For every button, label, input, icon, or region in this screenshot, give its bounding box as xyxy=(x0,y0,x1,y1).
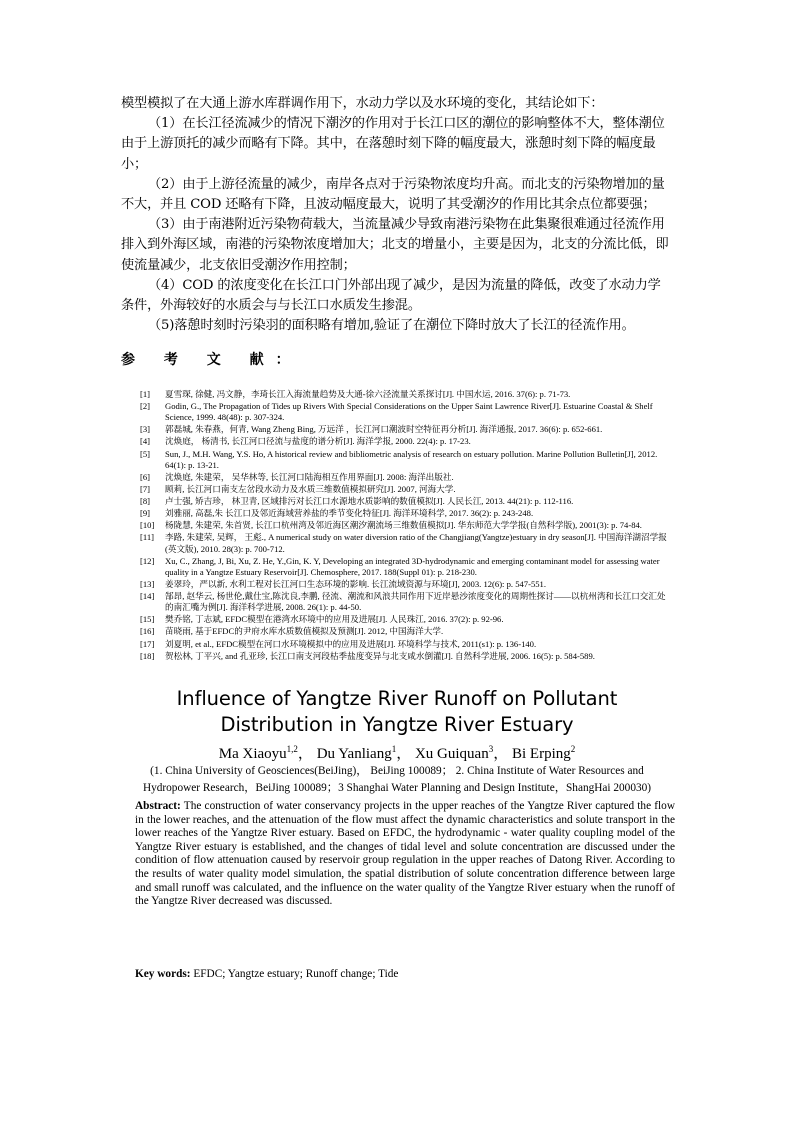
reference-number: [6] xyxy=(140,471,151,482)
reference-item xyxy=(140,401,672,423)
author-separator: ， xyxy=(493,746,509,762)
keywords-text: EFDC; Yangtze estuary; Runoff change; Tide xyxy=(190,968,399,980)
reference-number: [12] xyxy=(140,555,155,566)
reference-text: 苗晓雨, 基于EFDC的尹府水库水质数值模拟及预测[J]. 2012, 中国海洋大学. xyxy=(165,626,444,637)
reference-item xyxy=(140,556,672,578)
reference-number: [2] xyxy=(140,401,151,412)
reference-text: 郜昂, 赵华云, 杨世伦,戴仕宝,陈沈良,李鹏, 径流、潮流和风浪共同作用下近岸悬沙浓度变化的周期性探讨——以杭州湾和长江口交汇处的南汇嘴为例[J]. 海洋科学进展, 2008. 26(1): p. 44-50. xyxy=(165,591,666,613)
reference-number: [13] xyxy=(140,578,155,589)
author-name: Bi Erping xyxy=(511,746,571,762)
reference-item xyxy=(140,424,672,435)
reference-text: 顾莉, 长江河口南支左岔段水动力及水质三维数值模拟研究[J]. 2007, 河海大学. xyxy=(165,483,456,494)
abstract-label: Abstract: xyxy=(135,800,181,812)
reference-number: [16] xyxy=(140,626,155,637)
reference-number: [18] xyxy=(140,650,155,661)
references-heading: 参 考 文 献： xyxy=(121,352,302,368)
english-affiliations: (1. China University of Geosciences(BeiJing)， BeiJing 100089； 2. China Institute of Water Resources and Hydropower Research，BeiJing 100089；3 Shanghai Water Planning and Design Institute，ShangHai 200030) xyxy=(142,765,652,794)
reference-number: [3] xyxy=(140,424,151,435)
reference-number: [4] xyxy=(140,436,151,447)
reference-text: 杨陇慧, 朱建荣, 朱首贤, 长江口杭州湾及邻近海区潮汐潮流场三维数值模拟[J]. 华东师范大学学报(自然科学版), 2001(3): p. 74-84. xyxy=(165,520,642,531)
reference-number: [11] xyxy=(140,532,154,543)
conclusion-item-3: （3）由于南港附近污染物荷载大，当流量减少导致南港污染物在此集聚很难通过径流作用排入到外海区域，南港的污染物浓度增加大；北支的增量小，主要是因为，北支的分流比低，即使流量减少，北支依旧受潮汐作用控制； xyxy=(121,217,669,273)
author-affiliation-mark: 3 xyxy=(488,744,494,754)
reference-text: 沈焕庭, 朱建荣， 吴华林等, 长江河口陆海相互作用界面[J]. 2008: 海洋出版社. xyxy=(165,471,454,482)
reference-list xyxy=(140,389,672,663)
author-affiliation-mark: 1,2 xyxy=(286,744,298,754)
reference-text: 樊乔铭, 丁志斌, EFDC模型在港湾水环境中的应用及进展[J]. 人民珠江, 2016. 37(2): p. 92-96. xyxy=(165,614,504,625)
author-separator: ， xyxy=(396,746,412,762)
reference-number: [14] xyxy=(140,591,155,602)
english-title-rest: of Yangtze River Runoff on Pollutant Distribution in Yangtze River Estuary xyxy=(220,687,618,736)
reference-number: [1] xyxy=(140,389,151,399)
english-abstract xyxy=(135,800,675,909)
reference-item xyxy=(140,520,672,531)
reference-text: 贺松林, 丁平兴, and 孔亚珍, 长江口南支河段枯季盐度变异与北支咸水倒灌[J]. 自然科学进展, 2006. 16(5): p. 584-589. xyxy=(165,650,595,661)
reference-item xyxy=(140,472,672,483)
reference-text: Xu, C., Zhang, J, Bi, Xu, Z. He, Y.,Gin, K. Y, Developing an integrated 3D-hydrodynamic and emerging contaminant model for assessing water quality in a Yangtze Estuary Reservoir[J]. Chemosphere, 2017. 188(Suppl 01): p. 218-230. xyxy=(165,555,660,577)
reference-item xyxy=(140,508,672,519)
author-affiliation-mark: 1 xyxy=(391,744,397,754)
reference-text: 卢士强, 矫吉珍， 林卫青, 区域排污对长江口水源地水质影响的数值模拟[J]. 人民长江, 2013. 44(21): p. 112-116. xyxy=(165,496,574,507)
author-name: Xu Guiquan xyxy=(414,746,489,762)
conclusion-item-2: （2）由于上游径流量的减少，南岸各点对于污染物浓度均升高。而北支的污染物增加的量不大，并且 COD 还略有下降，且波动幅度最大，说明了其受潮汐的作用比其余点位都要强； xyxy=(121,176,665,213)
author-name: Ma Xiaoyu xyxy=(218,746,287,762)
reference-item xyxy=(140,626,672,637)
reference-item xyxy=(140,639,672,650)
reference-text: 沈焕庭， 杨清书, 长江河口径流与盐度的谱分析[J]. 海洋学报, 2000. 22(4): p. 17-23. xyxy=(165,436,471,447)
reference-text: Sun, J., M.H. Wang, Y.S. Ho, A historical review and bibliometric analysis of research on estuary pollution. Marine Pollution Bulletin[J], 2012. 64(1): p. 13-21. xyxy=(165,448,658,470)
english-authors xyxy=(121,740,673,763)
reference-number: [15] xyxy=(140,614,155,625)
english-title-lead: Influence xyxy=(176,687,266,710)
reference-item xyxy=(140,484,672,495)
conclusions-section xyxy=(121,94,673,336)
reference-item xyxy=(140,496,672,507)
reference-text: 郭磊城, 朱春燕，何青, Wang Zheng Bing, 万远洋 ，长江河口潮波时空特征再分析[J]. 海洋通报, 2017. 36(6): p. 652-661. xyxy=(165,424,603,435)
reference-text: 李路, 朱建荣, 吴辉， 王彪., A numerical study on water diversion ratio of the Changjiang(Yangtze)estuary in dry season[J]. 中国海洋湖沼学报(英文版), 2010. 28(3): p. 700-712. xyxy=(165,532,667,554)
reference-number: [17] xyxy=(140,638,155,649)
author-separator: ， xyxy=(297,746,313,762)
reference-item xyxy=(140,449,672,471)
reference-number: [9] xyxy=(140,508,151,519)
reference-text: 姜翠玲，严以新, 水利工程对长江河口生态环境的影响. 长江流域资源与环境[J], 2003. 12(6): p. 547-551. xyxy=(165,578,546,589)
reference-item xyxy=(140,579,672,590)
english-keywords xyxy=(135,968,675,982)
reference-text: 刘夏明, et al., EFDC模型在河口水环境模拟中的应用及进展[J]. 环境科学与技术, 2011(s1): p. 136-140. xyxy=(165,638,537,649)
reference-item xyxy=(140,532,672,554)
reference-text: 刘雅丽, 高磊,朱 长江口及邻近海域营养盐的季节变化特征[J]. 海洋环境科学, 2017. 36(2): p. 243-248. xyxy=(165,508,534,519)
reference-number: [8] xyxy=(140,496,151,507)
conclusion-item-4: （4）COD 的浓度变化在长江口门外部出现了减少，是因为流量的降低，改变了水动力学条件，外海较好的水质会与与长江口水质发生掺混。 xyxy=(121,277,661,314)
reference-item xyxy=(140,436,672,447)
conclusion-item-5: （5)落憩时刻时污染羽的面积略有增加,验证了在潮位下降时放大了长江的径流作用。 xyxy=(148,318,635,334)
keywords-label: Key words: xyxy=(135,968,191,980)
author-affiliation-mark: 2 xyxy=(570,744,576,754)
conclusions-intro: 模型模拟了在大通上游水库群调作用下，水动力学以及水环境的变化，其结论如下： xyxy=(121,96,604,111)
reference-text: Godin, G., The Propagation of Tides up Rivers With Special Considerations on the Upper Saint Lawrence River[J]. Estuarine Coastal & Shelf Science, 1999. 48(48): p. 307-324. xyxy=(165,401,653,423)
reference-item xyxy=(140,651,672,662)
reference-number: [5] xyxy=(140,448,151,459)
reference-number: [7] xyxy=(140,483,151,494)
reference-number: [10] xyxy=(140,520,155,531)
conclusion-item-1: （1）在长江径流减少的情况下潮汐的作用对于长江口区的潮位的影响整体不大，整体潮位由于上游顶托的减少而略有下降。其中，在落憩时刻下降的幅度最大，涨憩时刻下降的幅度最小； xyxy=(121,116,665,172)
abstract-text: The construction of water conservancy projects in the upper reaches of the Yangtze River captured the flow in the lower reaches, and the attenuation of the flow must affect the dynamic characteristics and solute transport in the lower reaches of the Yangtze River estuary. Based on EFDC, the hydrodynamic - water quality coupling model of the Yangtze River estuary is established, and the changes of tidal level and solute concentration are discussed under the condition of flow attenuation caused by reservoir group regulation in the upper reaches of Datong River. According to the results of water quality model simulation, the spatial distribution of solute concentration difference between large and small runoff was calculated, and the influence on the water quality of the Yangtze River estuary when the runoff of the Yangtze River decreased was discussed. xyxy=(135,800,675,908)
reference-item xyxy=(140,591,672,613)
english-title xyxy=(121,686,673,738)
reference-text: 夏雪琛, 徐健, 冯文静，李琦长江入海流量趋势及大通-徐六泾流量关系探讨[J]. 中国水运, 2016. 37(6): p. 71-73. xyxy=(165,389,571,399)
author-name: Du Yanliang xyxy=(316,746,392,762)
reference-item xyxy=(140,614,672,625)
reference-item xyxy=(140,389,672,400)
